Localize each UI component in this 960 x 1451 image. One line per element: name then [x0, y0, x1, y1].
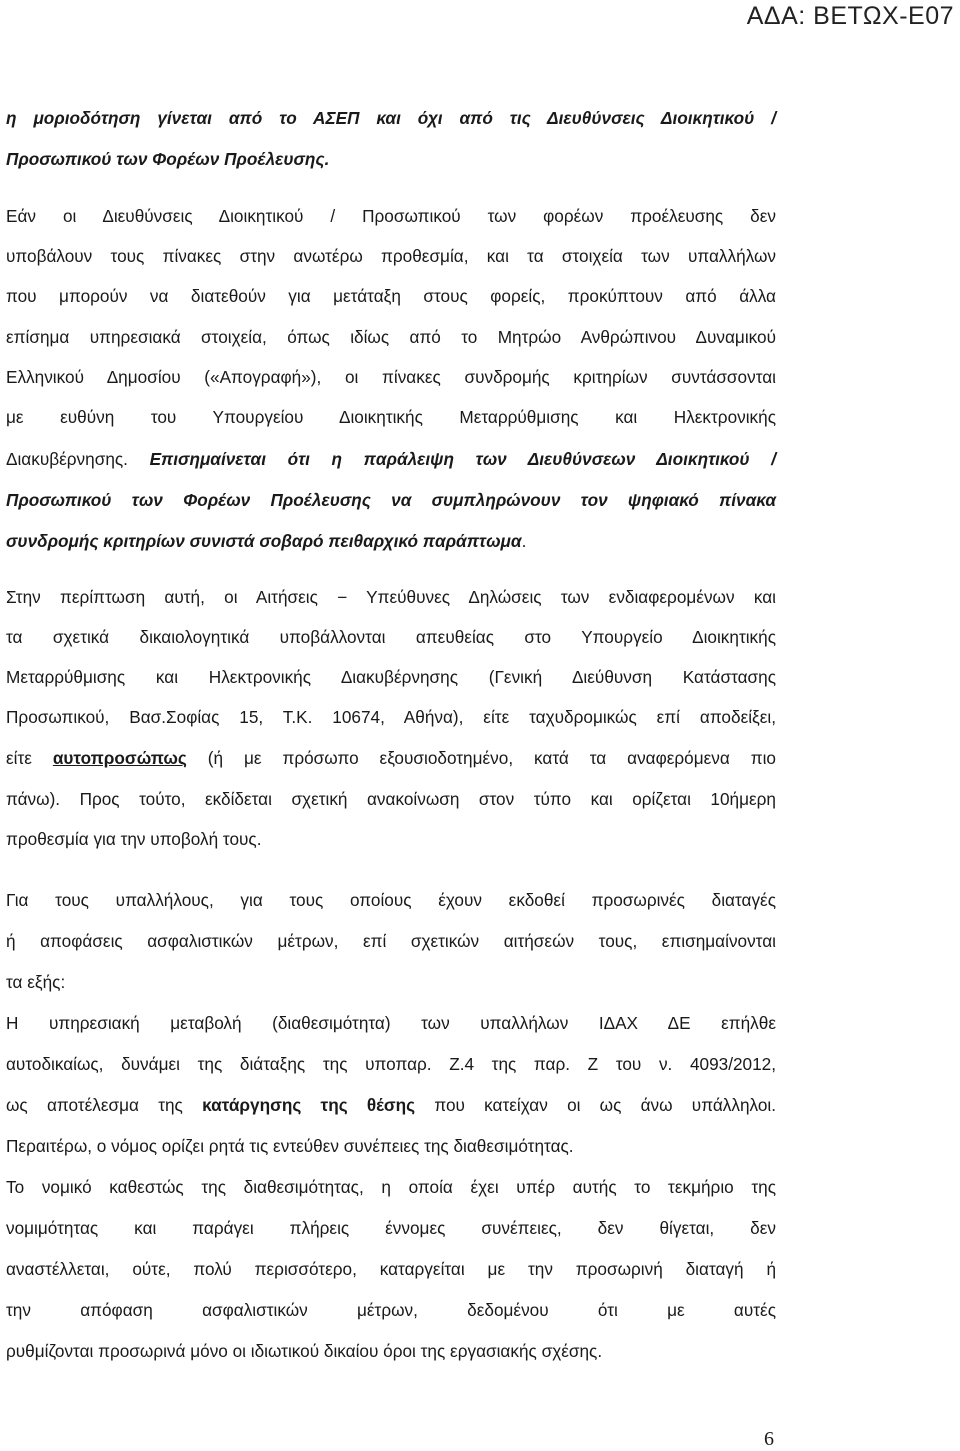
p2-line-1: Στην περίπτωση αυτή, οι Αιτήσεις − Υπεύθυνες Δηλώσεις των ενδιαφερομένων και: [6, 587, 776, 607]
p2-in-person-emphasis: αυτοπροσώπως: [52, 748, 187, 768]
p2-line-2: τα σχετικά δικαιολογητικά υποβάλλονται απευθείας στο Υπουργείο Διοικητικής: [6, 627, 776, 647]
p0-line-1: η μοριοδότηση γίνεται από το ΑΣΕΠ και όχι από τις Διευθύνσεις Διοικητικού /: [6, 108, 776, 128]
p1-line-6: με ευθύνη του Υπουργείου Διοικητικής Μεταρρύθμισης και Ηλεκτρονικής: [6, 407, 776, 427]
p2-line-5-start: είτε: [6, 748, 53, 768]
p2-line-5: [6, 748, 776, 769]
p3-line-2: ή αποφάσεις ασφαλιστικών μέτρων, επί σχετικών αιτήσεών τους, επισημαίνονται: [6, 931, 776, 951]
p1-line-1: Εάν οι Διευθύνσεις Διοικητικού / Προσωπικού των φορέων προέλευσης δεν: [6, 206, 776, 226]
p1-line-9: [6, 531, 776, 552]
p3-line-1: Για τους υπαλλήλους, για τους οποίους έχουν εκδοθεί προσωρινές διαταγές: [6, 890, 776, 910]
p3-line-6-end: που κατείχαν οι ως άνω υπάλληλοι.: [415, 1095, 776, 1115]
p2-line-6: πάνω). Προς τούτο, εκδίδεται σχετική ανακοίνωση στον τύπο και ορίζεται 10ήμερη: [6, 789, 776, 809]
p1-period: .: [521, 531, 527, 551]
p1-line-4: επίσημα υπηρεσιακά στοιχεία, όπως ιδίως από το Μητρώο Ανθρώπινου Δυναμικού: [6, 327, 776, 347]
page-number: 6: [764, 1428, 774, 1450]
p3-line-6-start: ως αποτέλεσμα της: [6, 1095, 203, 1115]
p1-line-2: υποβάλουν τους πίνακες στην ανωτέρω προθεσμία, και τα στοιχεία των υπαλλήλων: [6, 246, 776, 266]
p3-line-12: ρυθμίζονται προσωρινά μόνο οι ιδιωτικού δικαίου όροι της εργασιακής σχέσης.: [6, 1341, 603, 1361]
p3-line-3: τα εξής:: [6, 972, 66, 992]
p3-line-11: την απόφαση ασφαλιστικών μέτρων, δεδομένου ότι με αυτές: [6, 1300, 776, 1320]
p0-line-2: Προσωπικού των Φορέων Προέλευσης.: [6, 149, 330, 169]
p1-emphasis-end: συνδρομής κριτηρίων συνιστά σοβαρό πειθαρχικό παράπτωμα: [6, 531, 522, 551]
p3-line-5: αυτοδικαίως, δυνάμει της διάταξης της υποπαρ. Ζ.4 της παρ. Ζ του ν. 4093/2012,: [6, 1054, 776, 1074]
p1-emphasis-start: Επισημαίνεται ότι η παράλειψη των Διευθύνσεων Διοικητικού /: [149, 449, 776, 469]
p3-line-8: Το νομικό καθεστώς της διαθεσιμότητας, η οποία έχει υπέρ αυτής το τεκμήριο της: [6, 1177, 776, 1197]
p1-line-5: Ελληνικού Δημοσίου («Απογραφή»), οι πίνακες συνδρομής κριτηρίων συντάσσονται: [6, 367, 776, 387]
p3-line-10: αναστέλλεται, ούτε, πολύ περισσότερο, καταργείται με την προσωρινή διαταγή ή: [6, 1259, 776, 1279]
p3-abolition-emphasis: κατάργησης της θέσης: [202, 1095, 416, 1115]
ada-code: ΑΔΑ: ΒΕΤΩΧ-Ε07: [746, 2, 954, 30]
p2-line-4: Προσωπικού, Βασ.Σοφίας 15, Τ.Κ. 10674, Αθήνα), είτε ταχυδρομικώς επί αποδείξει,: [6, 707, 776, 727]
p1-line-7: [6, 449, 776, 470]
p3-line-4: Η υπηρεσιακή μεταβολή (διαθεσιμότητα) των υπαλλήλων ΙΔΑΧ ΔΕ επήλθε: [6, 1013, 776, 1033]
p3-line-9: νομιμότητας και παράγει πλήρεις έννομες συνέπειες, δεν θίγεται, δεν: [6, 1218, 776, 1238]
p1-line-8: Προσωπικού των Φορέων Προέλευσης να συμπληρώνουν τον ψηφιακό πίνακα: [6, 490, 776, 510]
p1-line-7-plain: Διακυβέρνησης.: [6, 449, 150, 469]
p2-line-7: προθεσμία για την υποβολή τους.: [6, 829, 262, 849]
p2-line-5-end: (ή με πρόσωπο εξουσιοδοτημένο, κατά τα αναφερόμενα πιο: [186, 748, 776, 768]
p1-line-3: που μπορούν να διατεθούν για μετάταξη στους φορείς, προκύπτουν από άλλα: [6, 286, 776, 306]
p3-line-7: Περαιτέρω, ο νόμος ορίζει ρητά τις εντεύθεν συνέπειες της διαθεσιμότητας.: [6, 1136, 574, 1156]
p2-line-3: Μεταρρύθμισης και Ηλεκτρονικής Διακυβέρνησης (Γενική Διεύθυνση Κατάστασης: [6, 667, 776, 687]
p3-line-6: [6, 1095, 776, 1116]
